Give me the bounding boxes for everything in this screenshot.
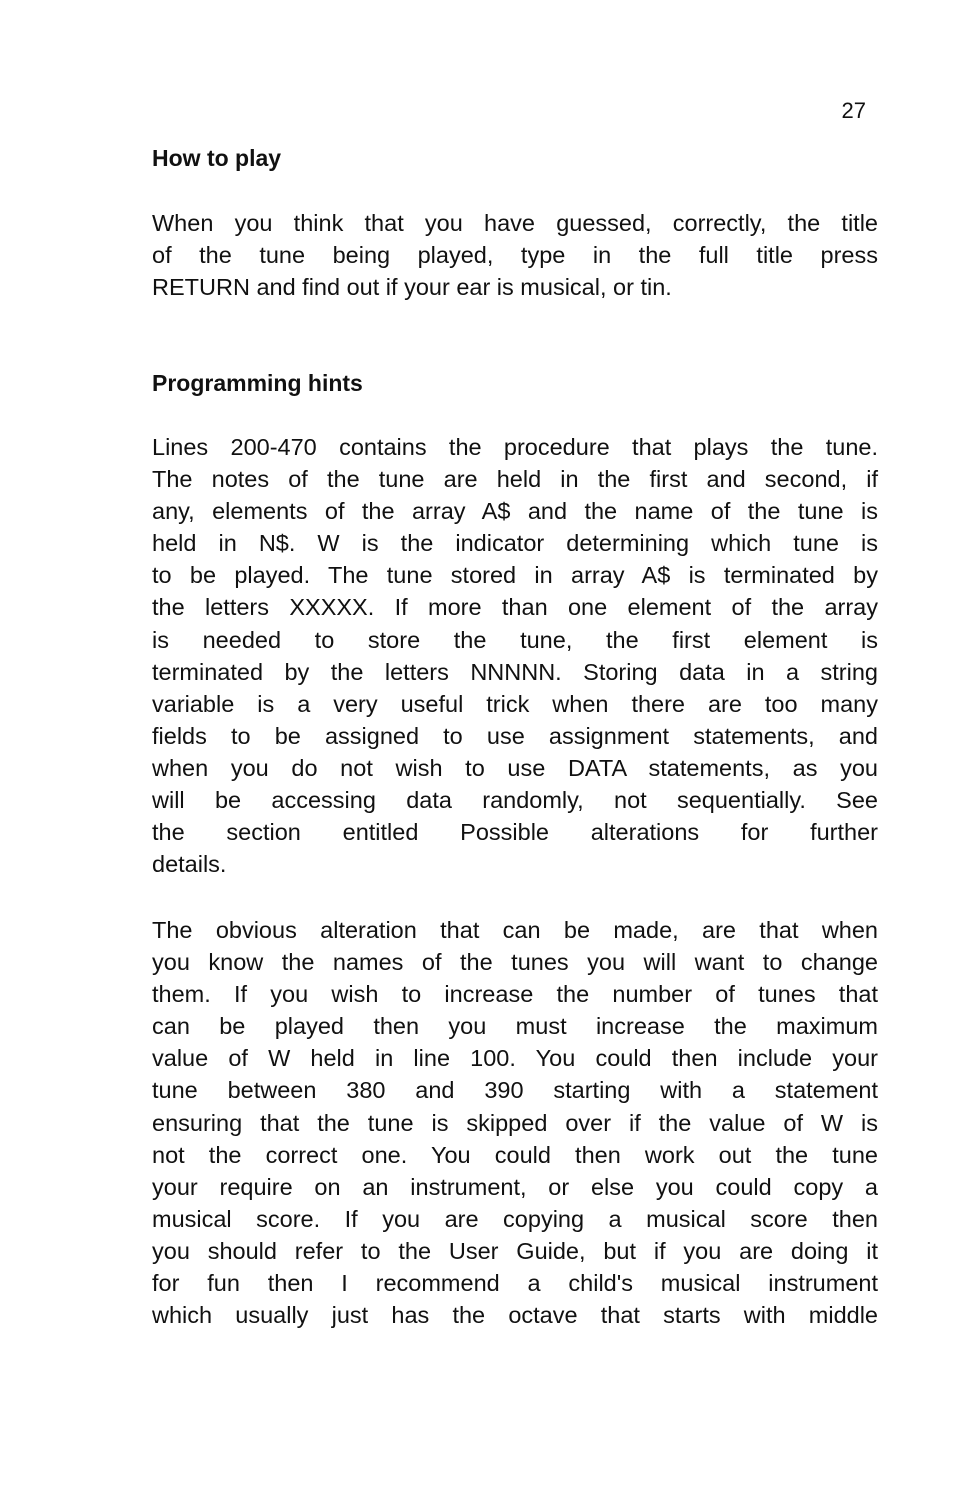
text-line: When you think that you have guessed, correctly, the title — [152, 210, 878, 236]
text-line: ensuring that the tune is skipped over if the value of W is — [152, 1109, 878, 1136]
paragraph-programming-hints-2 — [152, 914, 878, 1331]
text-line: value of W held in line 100. You could then include your — [152, 1045, 878, 1072]
text-line: variable is a very useful trick when there are too many — [152, 690, 878, 717]
text-line: when you do not wish to use DATA statements, as you — [152, 754, 878, 781]
text-line: The obvious alteration that can be made, are that when — [152, 917, 878, 943]
text-line: terminated by the letters NNNNN. Storing data in a string — [152, 658, 878, 685]
text-line: any, elements of the array A$ and the name of the tune is — [152, 498, 878, 525]
heading-programming-hints: Programming hints — [152, 370, 363, 396]
text-line: not the correct one. You could then work out the tune — [152, 1141, 878, 1168]
text-line: the section entitled Possible alterations for further — [152, 819, 878, 846]
text-line: will be accessing data randomly, not sequentially. See — [152, 787, 878, 814]
text-line: held in N$. W is the indicator determining which tune is — [152, 530, 878, 557]
heading-how-to-play: How to play — [152, 145, 282, 171]
text-line: The notes of the tune are held in the first and second, if — [152, 466, 878, 493]
text-line: of the tune being played, type in the full title press — [152, 242, 878, 269]
paragraph-how-to-play — [152, 207, 878, 303]
text-line: Lines 200-470 contains the procedure that plays the tune. — [152, 434, 878, 460]
paragraph-programming-hints-1 — [152, 431, 878, 880]
text-line: musical score. If you are copying a musical score then — [152, 1205, 878, 1232]
text-line: details. — [152, 851, 227, 878]
text-line: you should refer to the User Guide, but if you are doing it — [152, 1237, 878, 1264]
text-line: your require on an instrument, or else you could copy a — [152, 1173, 878, 1200]
text-line: RETURN and find out if your ear is musical, or tin. — [152, 274, 672, 301]
text-line: which usually just has the octave that starts with middle — [152, 1302, 878, 1329]
text-line: for fun then I recommend a child's musical instrument — [152, 1270, 878, 1297]
text-line: is needed to store the tune, the first element is — [152, 626, 878, 653]
text-line: you know the names of the tunes you will want to change — [152, 949, 878, 976]
page-number: 27 — [841, 98, 866, 123]
text-line: tune between 380 and 390 starting with a statement — [152, 1077, 878, 1104]
text-line: the letters XXXXX. If more than one element of the array — [152, 594, 878, 621]
text-line: fields to be assigned to use assignment statements, and — [152, 722, 878, 749]
text-line: them. If you wish to increase the number of tunes that — [152, 981, 878, 1008]
text-line: to be played. The tune stored in array A$ is terminated by — [152, 562, 878, 589]
text-line: can be played then you must increase the maximum — [152, 1013, 878, 1040]
